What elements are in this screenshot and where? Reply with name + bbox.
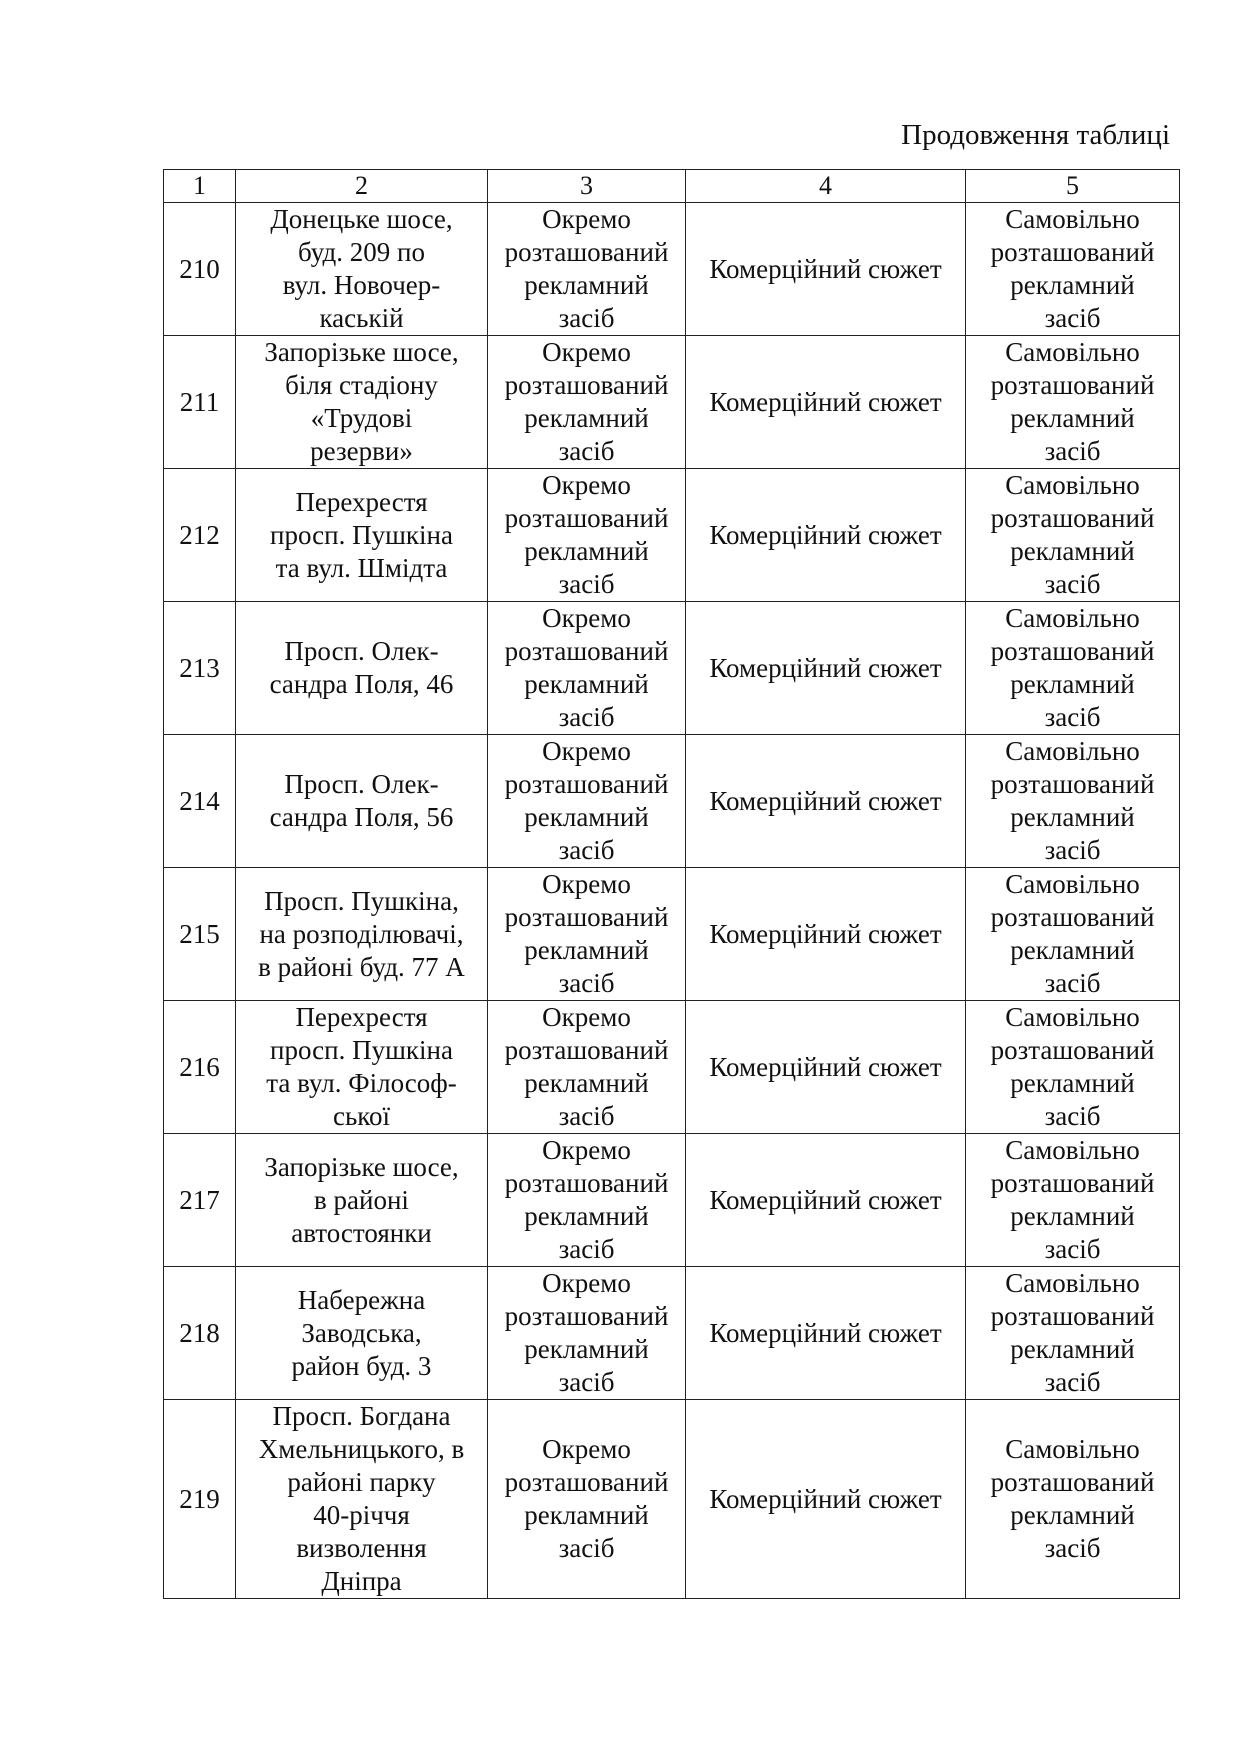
address-cell-line: Перехрестя xyxy=(295,1002,428,1032)
media-type-cell-line: рекламний xyxy=(524,536,649,566)
table-row xyxy=(164,203,1180,336)
media-type-cell-line: засіб xyxy=(558,1533,615,1563)
address-cell-line: сандра Поля, 56 xyxy=(269,802,454,832)
address-cell xyxy=(236,735,488,868)
media-type-cell-line: засіб xyxy=(558,835,615,865)
address-cell-line: каськiй xyxy=(319,303,404,333)
status-cell-line: Самовільно xyxy=(1005,1434,1140,1464)
address-cell-line: в районі xyxy=(314,1184,409,1215)
address-cell-line: резерви» xyxy=(310,436,413,466)
address-cell-line: сандра Поля, 46 xyxy=(269,669,454,699)
status-cell xyxy=(966,469,1180,602)
media-type-cell-line: розташований xyxy=(504,370,669,400)
status-cell-line: засіб xyxy=(1044,1533,1101,1563)
media-type-cell-line: розташований xyxy=(504,769,669,799)
status-cell-line: рекламний xyxy=(1010,669,1135,699)
media-type-cell xyxy=(488,1400,686,1599)
status-cell-line: рекламний xyxy=(1010,1201,1135,1231)
address-cell-line: Просп. Олек- xyxy=(284,636,439,666)
status-cell-line: засіб xyxy=(1044,436,1101,466)
media-type-cell-line: Окремо xyxy=(542,603,631,633)
status-cell-line: Самовільно xyxy=(1005,869,1140,899)
status-cell xyxy=(966,602,1180,735)
column-number: 5 xyxy=(966,170,1180,203)
address-cell-line: визволення xyxy=(296,1533,427,1563)
status-cell-line: рекламний xyxy=(1010,1334,1135,1364)
table-row xyxy=(164,735,1180,868)
status-cell-line: Самовільно xyxy=(1005,1002,1140,1032)
address-cell-line: Хмельницького, в xyxy=(258,1434,465,1464)
address-cell-line: просп. Пушкіна xyxy=(270,1035,453,1065)
address-cell-line: районі парку xyxy=(287,1467,436,1497)
status-cell-line: Самовільно xyxy=(1005,1135,1140,1165)
status-cell-line: засіб xyxy=(1044,569,1101,599)
address-cell-line: район буд. 3 xyxy=(291,1350,432,1381)
media-type-cell-line: рекламний xyxy=(524,1201,649,1231)
status-cell xyxy=(966,1267,1180,1400)
status-cell-line: засіб xyxy=(1044,968,1101,998)
media-type-cell-line: розташований xyxy=(504,902,669,932)
media-type-cell-line: розташований xyxy=(504,636,669,666)
address-cell-line: автостоянки xyxy=(291,1217,432,1248)
status-cell-line: рекламний xyxy=(1010,403,1135,433)
address-cell-line: Дніпра xyxy=(321,1566,402,1596)
status-cell-line: засіб xyxy=(1044,1367,1101,1397)
media-type-cell-line: засіб xyxy=(558,968,615,998)
address-cell xyxy=(236,203,488,336)
media-type-cell-line: засіб xyxy=(558,303,615,333)
row-number-cell: 217 xyxy=(164,1134,236,1267)
status-cell-line: розташований xyxy=(990,636,1155,666)
plot-cell: Комерційний сюжет xyxy=(686,1267,966,1400)
address-cell-line: Запорізьке шосе, xyxy=(264,337,459,367)
status-cell xyxy=(966,1001,1180,1134)
media-type-cell-line: Окремо xyxy=(542,337,631,367)
plot-cell: Комерційний сюжет xyxy=(686,1001,966,1134)
status-cell-line: рекламний xyxy=(1010,270,1135,300)
row-number-cell: 210 xyxy=(164,203,236,336)
row-number-cell: 216 xyxy=(164,1001,236,1134)
status-cell-line: Самовільно xyxy=(1005,204,1140,234)
address-cell-line: на розподілювачі, xyxy=(259,918,464,949)
media-type-cell-line: розташований xyxy=(504,1467,669,1497)
table-row xyxy=(164,1267,1180,1400)
address-cell-line: буд. 209 по xyxy=(298,237,425,267)
status-cell-line: засіб xyxy=(1044,303,1101,333)
address-cell-line: та вул. Шмідта xyxy=(275,552,448,583)
status-cell-line: рекламний xyxy=(1010,536,1135,566)
address-cell-line: 40-річчя xyxy=(313,1500,410,1530)
status-cell-line: розташований xyxy=(990,1467,1155,1497)
media-type-cell-line: рекламний xyxy=(524,270,649,300)
address-cell-line: в районі буд. 77 А xyxy=(258,951,465,982)
media-type-cell-line: Окремо xyxy=(542,204,631,234)
address-cell xyxy=(236,1267,488,1400)
status-cell-line: розташований xyxy=(990,1035,1155,1065)
media-type-cell-line: розташований xyxy=(504,237,669,267)
column-number: 1 xyxy=(164,170,236,203)
status-cell-line: Самовільно xyxy=(1005,736,1140,766)
media-type-cell-line: рекламний xyxy=(524,1068,649,1098)
media-type-cell-line: засіб xyxy=(558,1101,615,1131)
media-type-cell-line: рекламний xyxy=(524,802,649,832)
status-cell-line: засіб xyxy=(1044,702,1101,732)
media-type-cell xyxy=(488,1001,686,1134)
media-type-cell xyxy=(488,868,686,1001)
address-cell xyxy=(236,868,488,1001)
plot-cell: Комерційний сюжет xyxy=(686,203,966,336)
plot-cell: Комерційний сюжет xyxy=(686,602,966,735)
address-cell-line: Просп. Пушкіна, xyxy=(264,885,459,916)
table-row xyxy=(164,1400,1180,1599)
row-number-cell: 214 xyxy=(164,735,236,868)
address-cell-line: біля стадіону xyxy=(285,370,438,400)
media-type-cell-line: засіб xyxy=(558,702,615,732)
address-cell xyxy=(236,469,488,602)
address-cell xyxy=(236,602,488,735)
status-cell xyxy=(966,735,1180,868)
media-type-cell-line: Окремо xyxy=(542,1135,631,1165)
plot-cell: Комерційний сюжет xyxy=(686,1400,966,1599)
media-type-cell-line: рекламний xyxy=(524,1500,649,1530)
status-cell-line: розташований xyxy=(990,370,1155,400)
media-type-cell-line: рекламний xyxy=(524,935,649,965)
address-cell-line: Заводська, xyxy=(301,1317,422,1348)
table-row xyxy=(164,469,1180,602)
address-cell-line: Запорізьке шосе, xyxy=(264,1151,459,1182)
table-row xyxy=(164,602,1180,735)
row-number-cell: 219 xyxy=(164,1400,236,1599)
plot-cell: Комерційний сюжет xyxy=(686,469,966,602)
media-type-cell-line: розташований xyxy=(504,1035,669,1065)
address-cell xyxy=(236,1001,488,1134)
media-type-cell-line: рекламний xyxy=(524,669,649,699)
status-cell-line: розташований xyxy=(990,902,1155,932)
status-cell-line: Самовільно xyxy=(1005,470,1140,500)
media-type-cell-line: Окремо xyxy=(542,1434,631,1464)
table-row xyxy=(164,1134,1180,1267)
media-type-cell xyxy=(488,336,686,469)
status-cell xyxy=(966,868,1180,1001)
status-cell-line: розташований xyxy=(990,1301,1155,1331)
table-body xyxy=(164,170,1180,1599)
address-cell-line: Просп. Олек- xyxy=(284,769,439,799)
media-type-cell xyxy=(488,469,686,602)
table-row xyxy=(164,336,1180,469)
address-cell-line: Набережна xyxy=(297,1284,426,1315)
media-type-cell-line: засіб xyxy=(558,569,615,599)
media-type-cell-line: Окремо xyxy=(542,470,631,500)
row-number-cell: 213 xyxy=(164,602,236,735)
plot-cell: Комерційний сюжет xyxy=(686,735,966,868)
row-number-cell: 215 xyxy=(164,868,236,1001)
status-cell-line: засіб xyxy=(1044,835,1101,865)
status-cell-line: розташований xyxy=(990,503,1155,533)
address-cell-line: вул. Новочер- xyxy=(282,270,441,300)
status-cell-line: рекламний xyxy=(1010,1068,1135,1098)
media-type-cell-line: Окремо xyxy=(542,736,631,766)
address-cell-line: просп. Пушкіна xyxy=(270,519,453,550)
address-cell-line: та вул. Філософ- xyxy=(266,1068,457,1098)
status-cell-line: Самовільно xyxy=(1005,337,1140,367)
status-cell-line: розташований xyxy=(990,769,1155,799)
media-type-cell xyxy=(488,1267,686,1400)
plot-cell: Комерційний сюжет xyxy=(686,1134,966,1267)
plot-cell: Комерційний сюжет xyxy=(686,336,966,469)
row-number-cell: 218 xyxy=(164,1267,236,1400)
table-row xyxy=(164,868,1180,1001)
status-cell-line: засіб xyxy=(1044,1234,1101,1264)
status-cell xyxy=(966,1400,1180,1599)
table-continuation-caption: Продовження таблиці xyxy=(901,119,1170,151)
column-number-row xyxy=(164,170,1180,203)
status-cell-line: рекламний xyxy=(1010,1500,1135,1530)
column-number: 3 xyxy=(488,170,686,203)
column-number: 4 xyxy=(686,170,966,203)
media-type-cell-line: рекламний xyxy=(524,1334,649,1364)
row-number-cell: 212 xyxy=(164,469,236,602)
status-cell-line: засіб xyxy=(1044,1101,1101,1131)
column-number: 2 xyxy=(236,170,488,203)
media-type-cell-line: розташований xyxy=(504,503,669,533)
status-cell-line: Самовільно xyxy=(1005,1268,1140,1298)
address-cell xyxy=(236,1134,488,1267)
status-cell-line: рекламний xyxy=(1010,802,1135,832)
address-cell-line: Донецьке шосе, xyxy=(270,204,453,234)
advertising-table xyxy=(163,169,1180,1599)
row-number-cell: 211 xyxy=(164,336,236,469)
media-type-cell-line: Окремо xyxy=(542,1002,631,1032)
media-type-cell-line: засіб xyxy=(558,1234,615,1264)
address-cell-line: Просп. Богдана xyxy=(272,1401,451,1431)
status-cell xyxy=(966,336,1180,469)
media-type-cell-line: рекламний xyxy=(524,403,649,433)
media-type-cell-line: Окремо xyxy=(542,1268,631,1298)
media-type-cell xyxy=(488,735,686,868)
media-type-cell-line: Окремо xyxy=(542,869,631,899)
plot-cell: Комерційний сюжет xyxy=(686,868,966,1001)
address-cell-line: «Трудові xyxy=(310,403,413,433)
status-cell-line: розташований xyxy=(990,237,1155,267)
media-type-cell xyxy=(488,1134,686,1267)
status-cell xyxy=(966,1134,1180,1267)
media-type-cell-line: засіб xyxy=(558,436,615,466)
status-cell-line: Самовільно xyxy=(1005,603,1140,633)
media-type-cell-line: розташований xyxy=(504,1301,669,1331)
media-type-cell-line: розташований xyxy=(504,1168,669,1198)
address-cell-line: Перехрестя xyxy=(295,486,428,517)
status-cell xyxy=(966,203,1180,336)
table-row xyxy=(164,1001,1180,1134)
status-cell-line: розташований xyxy=(990,1168,1155,1198)
status-cell-line: рекламний xyxy=(1010,935,1135,965)
address-cell xyxy=(236,336,488,469)
media-type-cell-line: засіб xyxy=(558,1367,615,1397)
media-type-cell xyxy=(488,203,686,336)
address-cell-line: ської xyxy=(332,1101,391,1131)
address-cell xyxy=(236,1400,488,1599)
media-type-cell xyxy=(488,602,686,735)
